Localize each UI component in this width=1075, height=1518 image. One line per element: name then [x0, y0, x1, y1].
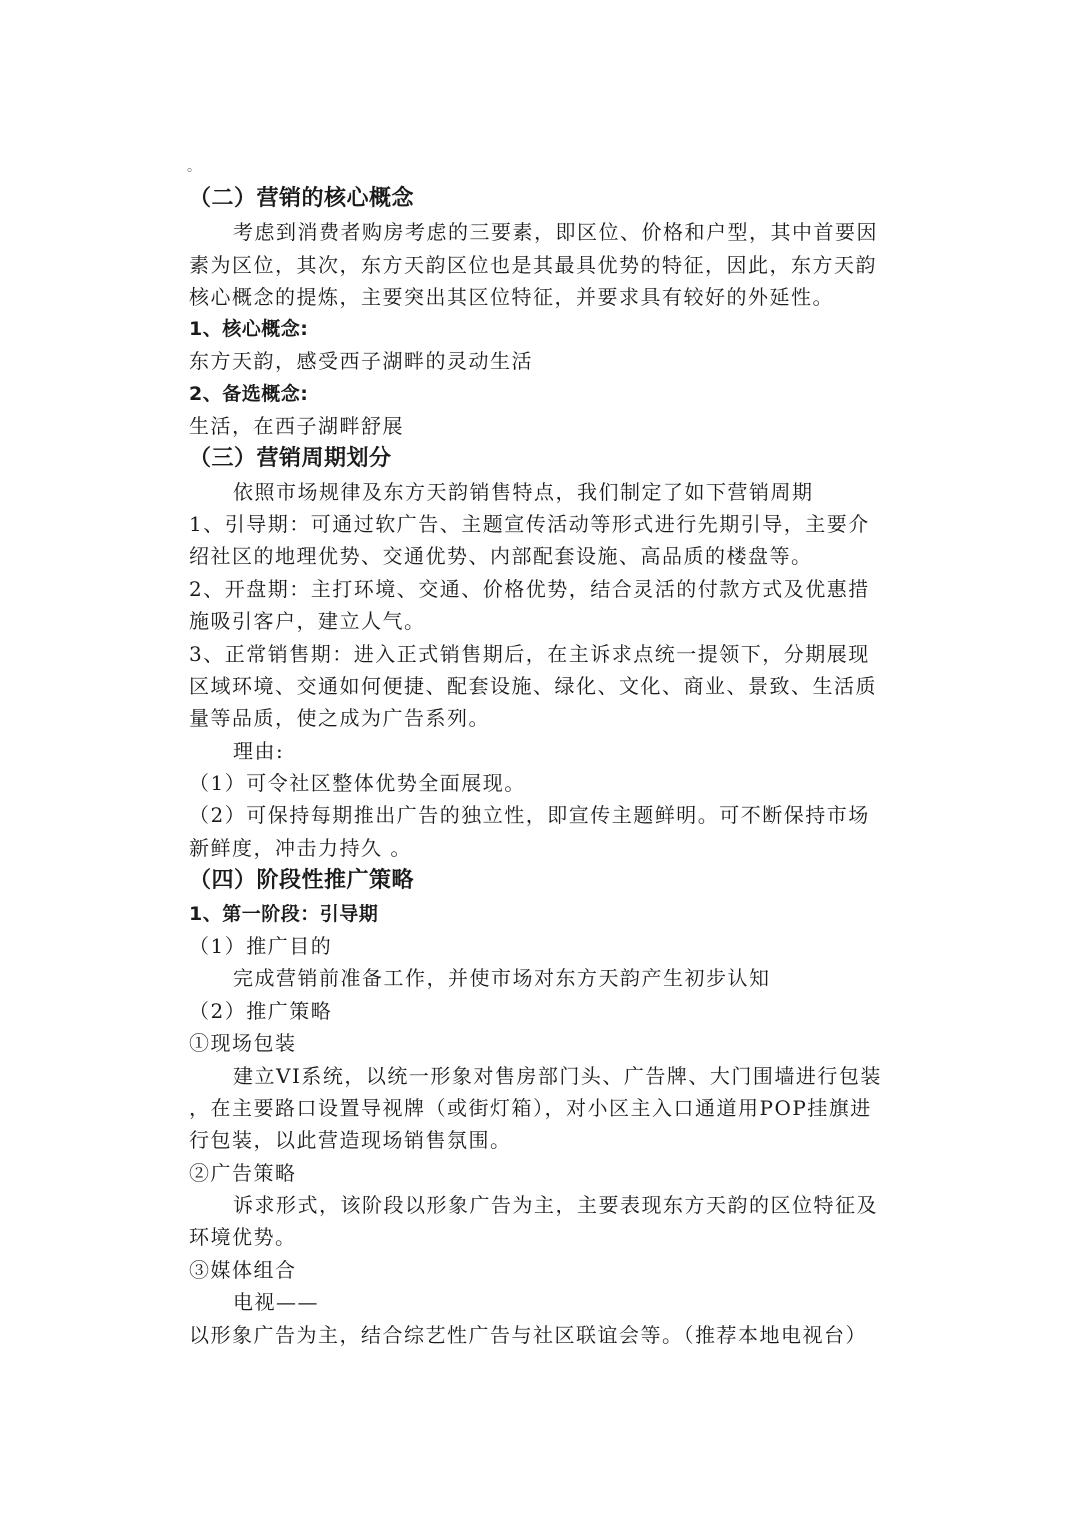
paragraph-line: 诉求形式，该阶段以形象广告为主，主要表现东方天韵的区位特征及 [233, 1193, 878, 1217]
paragraph-line: 素为区位，其次，东方天韵区位也是其最具优势的特征，因此，东方天韵 [189, 253, 877, 277]
paragraph-line: 区域环境、交通如何便捷、配套设施、绿化、文化、商业、景致、生活质 [189, 674, 877, 698]
alt-concept-label: 2、备选概念: [189, 383, 309, 405]
paragraph-line: 建立VI系统，以统一形象对售房部门头、广告牌、大门围墙进行包装 [233, 1064, 882, 1088]
paragraph-line: 环境优势。 [189, 1225, 297, 1249]
tv-label: 电视—— [233, 1290, 319, 1314]
core-concept-text: 东方天韵，感受西子湖畔的灵动生活 [189, 349, 533, 373]
paragraph-line: 施吸引客户，建立人气。 [189, 609, 426, 633]
section-heading-3: （三）营销周期划分 [189, 446, 392, 471]
paragraph-line: 3、正常销售期：进入正式销售期后，在主诉求点统一提领下，分期展现 [189, 642, 870, 666]
paragraph-line: 量等品质，使之成为广告系列。 [189, 706, 490, 730]
stray-mark: 。 [187, 159, 201, 175]
paragraph-line: 依照市场规律及东方天韵销售特点，我们制定了如下营销周期 [233, 480, 814, 504]
media-label: ③媒体组合 [189, 1258, 297, 1282]
reason-label: 理由: [233, 739, 285, 763]
core-concept-label: 1、核心概念: [189, 318, 309, 340]
stage1-label: 1、第一阶段：引导期 [189, 903, 379, 925]
paragraph-line: 行包装，以此营造现场销售氛围。 [189, 1128, 512, 1152]
paragraph-line: （2）可保持每期推出广告的独立性，即宣传主题鲜明。可不断保持市场 [189, 803, 870, 827]
paragraph-line: 新鲜度，冲击力持久 。 [189, 836, 412, 860]
ad-label: ②广告策略 [189, 1161, 297, 1185]
paragraph-line: 绍社区的地理优势、交通优势、内部配套设施、高品质的楼盘等。 [189, 544, 813, 568]
paragraph-line: 核心概念的提炼，主要突出其区位特征，并要求具有较好的外延性。 [189, 285, 834, 309]
section-heading-2: （二）营销的核心概念 [189, 186, 415, 211]
paragraph-line: 1、引导期：可通过软广告、主题宣传活动等形式进行先期引导，主要介 [189, 512, 870, 536]
alt-concept-text: 生活，在西子湖畔舒展 [189, 414, 404, 438]
paragraph-line: 完成营销前准备工作，并使市场对东方天韵产生初步认知 [233, 966, 771, 990]
section-heading-4: （四）阶段性推广策略 [189, 868, 415, 893]
paragraph-line: 考虑到消费者购房考虑的三要素，即区位、价格和户型，其中首要因 [233, 220, 878, 244]
paragraph-line: 2、开盘期：主打环境、交通、价格优势，结合灵活的付款方式及优惠措 [189, 577, 870, 601]
strategy-label: （2）推广策略 [189, 999, 333, 1023]
paragraph-line: （1）可令社区整体优势全面展现。 [189, 771, 526, 795]
paragraph-line: 以形象广告为主，结合综艺性广告与社区联谊会等。（推荐本地电视台） [189, 1323, 867, 1347]
purpose-label: （1）推广目的 [189, 934, 333, 958]
paragraph-line: ，在主要路口设置导视牌（或街灯箱），对小区主入口通道用POP挂旗进 [189, 1096, 872, 1120]
onsite-label: ①现场包装 [189, 1031, 297, 1055]
